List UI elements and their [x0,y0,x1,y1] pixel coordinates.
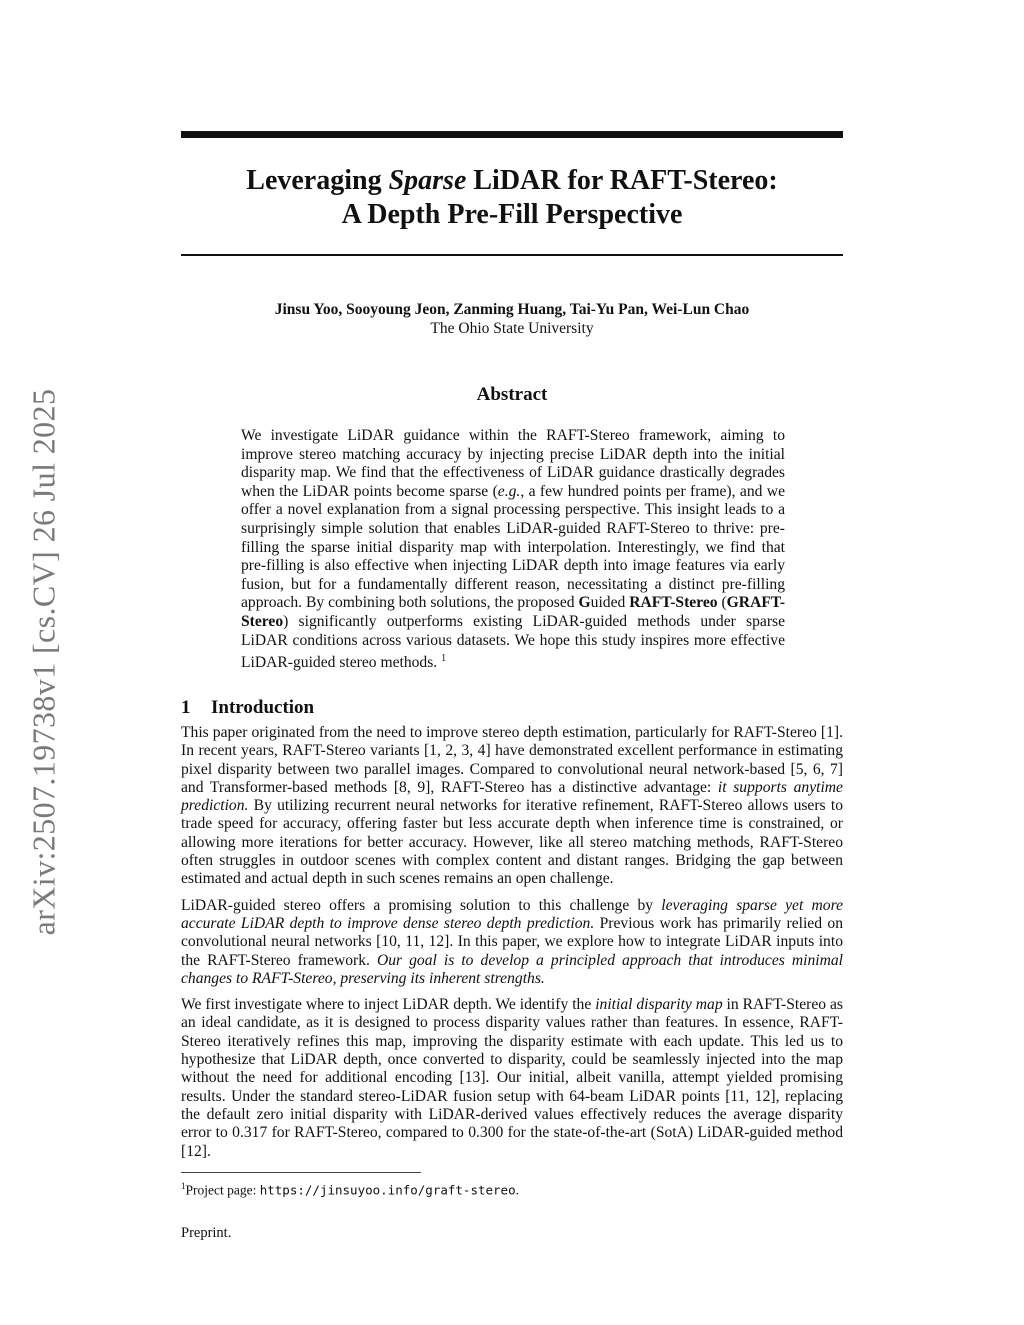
footnote-rule [181,1172,421,1173]
section-number: 1 [181,697,191,718]
preprint-label: Preprint. [181,1225,232,1241]
title-bottom-rule [181,254,843,256]
author-names: Jinsu Yoo, Sooyoung Jeon, Zanming Huang, Tai-Yu Pan, Wei-Lun Chao [274,301,750,318]
intro-paragraph-2: LiDAR-guided stereo offers a promising solution to this challenge by leveraging sparse yet more accurate LiDAR depth to improve dense stereo depth prediction. Previous work has primarily relied on convolutional neural networks [10, 11, 12]. In this paper, we explore how to integrate LiDAR inputs into the RAFT-Stereo framework. Our goal is to develop a principled approach that introduces minimal changes to RAFT-Stereo, preserving its inherent strengths. [181,896,843,987]
abstract-body [241,427,785,673]
footnote-ref[interactable]: 1 [441,653,447,665]
section-title: Introduction [211,697,315,718]
intro-paragraph-3: We first investigate where to inject LiDAR depth. We identify the initial disparity map in RAFT-Stereo as an ideal candidate, as it is designed to process disparity values rather than features. In essence, RAFT-Stereo iteratively refines this map, improving the disparity estimate with each update. This led us to hypothesize that LiDAR depth, once converted to disparity, could be seamlessly injected into the map without the need for additional encoding [13]. Our initial, albeit vanilla, attempt yielded promising results. Under the standard stereo-LiDAR fusion setup with 64-beam LiDAR points [11, 12], replacing the default zero initial disparity with LiDAR-derived values effectively reduces the average disparity error to 0.317 for RAFT-Stereo, compared to 0.300 for the state-of-the-art (SotA) LiDAR-guided method [12]. [181,996,844,1160]
intro-paragraph-1: This paper originated from the need to improve stereo depth estimation, particularly for RAFT-Stereo [1]. In recent years, RAFT-Stereo variants [1, 2, 3, 4] have demonstrated excellent performance in estimating pixel disparity between two parallel images. Compared to convolutional neural network-based [5, 6, 7] and Transformer-based methods [8, 9], RAFT-Stereo has a distinctive advantage: it supports anytime prediction. By utilizing recurrent neural networks for iterative refinement, RAFT-Stereo allows users to trade speed for accuracy, offering faster but less accurate depth when inference time is constrained, or allowing more iterations for better accuracy. However, like all stereo matching methods, RAFT-Stereo often struggles in outdoor scenes with complex content and distant ranges. Bridging the gap between estimated and actual depth in such scenes remains an open challenge. [181,724,843,888]
abstract-paragraph: We investigate LiDAR guidance within the RAFT-Stereo framework, aiming to improve stereo matching accuracy by injecting precise LiDAR depth into the initial disparity map. We find that the effectiveness of LiDAR guidance drastically degrades when the LiDAR points become sparse (e.g., a few hundred points per frame), and we offer a novel explanation from a signal processing perspective. This insight leads to a surprisingly simple solution that enables LiDAR-guided RAFT-Stereo to thrive: pre-filling the sparse initial disparity map with interpolation. Interestingly, we find that pre-filling is also effective when injecting LiDAR depth into image features via early fusion, but for a fundamentally different reason, necessitating a distinct pre-filling approach. By combining both solutions, the proposed Guided RAFT-Stereo (GRAFT-Stereo) significantly outperforms existing LiDAR-guided methods under sparse LiDAR conditions across various datasets. We hope this study inspires more effective LiDAR-guided stereo methods. $^1$ [241,427,786,672]
paper-title: Leveraging Sparse LiDAR for RAFT-Stereo: A Depth Pre-Fill Perspective [246,165,778,230]
introduction-body [181,724,843,1169]
affiliation: The Ohio State University [430,320,594,337]
footnote: $^1$Project page: https://jinsuyoo.info/graft-stereo. [181,1181,519,1198]
footnote-mark: 1 [181,1181,186,1191]
arxiv-identifier: arXiv:2507.19738v1 [cs.CV] 26 Jul 2025 [25,388,62,936]
section-heading-introduction [181,697,314,719]
abstract-heading: Abstract [476,384,548,405]
title-top-rule [181,131,843,138]
project-page-link[interactable]: https://jinsuyoo.info/graft-stereo [259,1182,516,1198]
author-block [181,300,843,338]
